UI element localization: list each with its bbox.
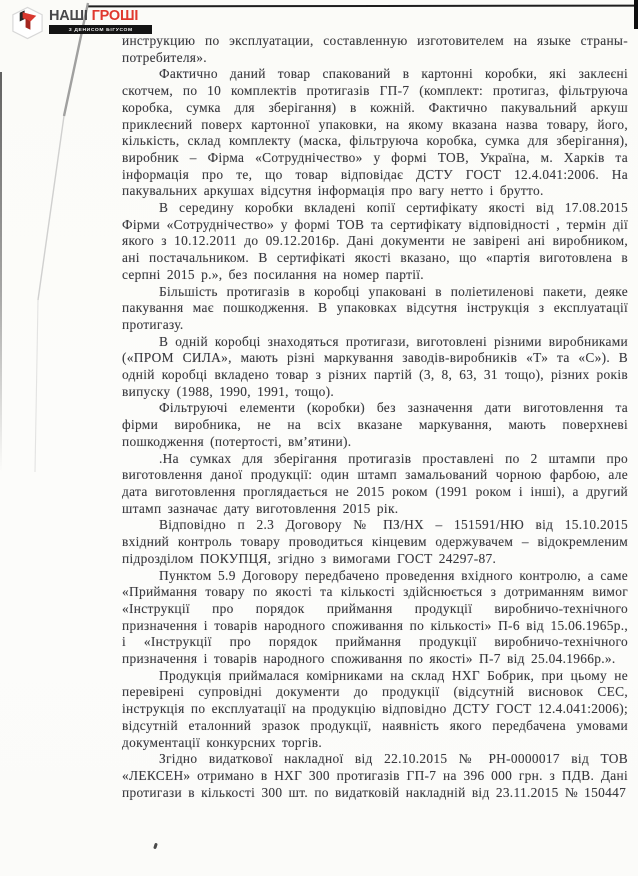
scan-top-edge-line: [88, 5, 638, 8]
paragraph: Згідно видаткової накладної від 22.10.2015 № РН-0000017 від ТОВ «ЛЕКСЕН» отримано в НХГ 300 протигазів ГП-7 на 396 000 грн. з ПДВ. Дані протигази в кількості 300 шт. по видатковій накладній від 23.11.2015 № 150447: [122, 751, 628, 800]
paragraph: .На сумках для зберігання протигазів проставлені по 2 штампи про виготовлення даної продукції: один штамп замальований чорною фарбою, але дата виготовлення проглядається не 2015 роком (1991 роком і інші), а другий штамп зазначає дату виготовлення 2015 рік.: [122, 450, 628, 516]
scan-speck: [153, 843, 158, 850]
paragraph: В середину коробки вкладені копії сертифікату якості від 17.08.2015 Фірми «Сотруднічество» у формі ТОВ та сертифікату відповідності , термін дії якого з 10.12.2011 до 09.12.2016р. Дані документи не завірені ані виробником, ані постачальником. В сертифікаті якості вказано, що «партія виготовлена в серпні 2015 р.», без посилання на номер партії.: [122, 200, 628, 282]
paragraph: Продукція приймалася комірниками на склад НХГ Бобрик, при цьому не перевірені супровідні документи до продукції (відсутній висновок СЕС, інструкція по експлуатації на продукцію відповідно ДСТУ ГОСТ 12.4.041:2006); відсутній еталонний зразок продукції, наявність якого передбачена умовами документації конкурсних торгів.: [122, 667, 628, 750]
paragraph: Фактично даний товар спакований в картонні коробки, які заклеєні скотчем, по 10 комплектів протигазів ГП-7 (комплект: протигаз, фільтруюча коробка, сумка для зберігання) в кожній. Фактично пакувальний аркуш приклеєний поверх картонної упаковки, на якому вказана назва товару, його, кількість, склад комплекту (маска, фільтруюча коробка, сумка для зберігання), виробник – Фірма «Сотруднічество» у формі ТОВ, Україна, м. Харків та інформація про те, що товар відповідає ДСТУ ГОСТ 12.4.041:2006. На пакувальних аркушах відсутня інформація про вагу нетто і брутто.: [122, 66, 628, 199]
logo-text-block: [49, 9, 152, 34]
logo-title-part2: ГРОШІ: [91, 8, 139, 24]
logo-title: [49, 9, 152, 24]
paragraph-continuation: инструкцию по эксплуатации, составленную изготовителем на языке страны-потребителя».: [122, 33, 628, 65]
logo-slogan-text: З ДЕНИСОМ БІГУСОМ: [68, 26, 133, 33]
scan-right-edge-bar: [634, 0, 638, 29]
paragraph: Фільтруючі елементи (коробки) без зазначення дати виготовлення та фірми виробника, не на всіх вказане маркування, мають поверхневі пошкодження (потертості, вм’ятини).: [122, 400, 628, 449]
paragraph: Пунктом 5.9 Договору передбачено проведення вхідного контролю, а саме «Приймання товару по якості та кількості здійснюється з дотриманням вимог «Інструкції про порядок приймання продукції виробничо-технічного призначення і товарів народного споживання по кількості» П-6 від 15.06.1965р., і «Інструкції про порядок приймання продукції виробничо-технічного призначення і товарів народного споживання по якості» П-7 від 25.04.1966р.».: [122, 567, 628, 667]
cube-logo-icon: [10, 6, 45, 40]
scan-left-edge-line: [0, 72, 2, 472]
document-body: [122, 33, 628, 801]
logo-title-part1: НАШІ: [49, 8, 88, 24]
paragraph: Відповідно п 2.3 Договору № ПЗ/НХ – 151591/НЮ від 15.10.2015 вхідний контроль товару проводиться кінцевим одержувачем – відокремленим підрозділом ПОКУПЦЯ, згідно з вимогами ГОСТ 24297-87.: [122, 517, 628, 566]
paragraph: Більшість протигазів в коробці упаковані в поліетиленові пакети, деяке пакування має пошкодження. В упаковках відсутня інструкція з експлуатації протигазу.: [122, 283, 628, 332]
paragraph: В одній коробці знаходяться протигази, виготовлені різними виробниками («ПРОМ СИЛА», мають різні маркування заводів-виробників «Т» та «С»). В одній коробці вкладено товар з різних партій (3, 8, 63, 31 тощо), різних років випуску (1988, 1990, 1991, тощо).: [122, 333, 628, 399]
